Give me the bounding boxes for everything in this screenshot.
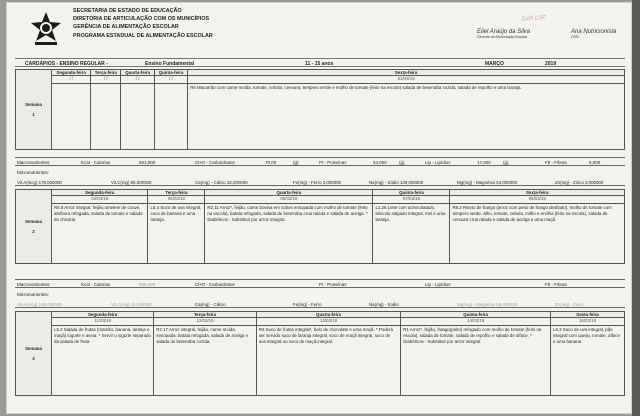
day-header: Sexta-feira bbox=[450, 190, 625, 196]
meal-cell: L1.26 Leite com achocolatado, biscoito salgado integral, mel e uma laranja. bbox=[373, 204, 450, 264]
day-header: Segunda-feira bbox=[52, 70, 91, 76]
day-date: / / bbox=[52, 76, 91, 84]
vit-c: Vit.C(mg) 43,000000 bbox=[111, 301, 152, 307]
signature-name: Ana Nutricionista bbox=[571, 29, 617, 35]
day-header: Segunda-feira bbox=[52, 190, 148, 196]
meal-cell bbox=[91, 84, 121, 150]
meal-cell: R2.11 Arroz*, feijão, carne bovina em cubos ensopada com molho de tomate (feito na escola), batata refogada, salada de beterraba crua ralada e salada de acelga. * Diabéticos - Substituir por arroz integral. bbox=[205, 204, 373, 264]
macronutrients-row bbox=[15, 157, 625, 166]
fib-label: Fb - Fibras bbox=[545, 282, 567, 287]
cho-value: 70,00 bbox=[265, 160, 277, 165]
meal-cell bbox=[52, 84, 91, 150]
day-header: Quarta-feira bbox=[205, 190, 373, 196]
vit-c: Vit.C(mg) 86,000000 bbox=[111, 179, 152, 185]
day-header: Quarta-feira bbox=[121, 70, 155, 76]
day-date: 08/03/19 bbox=[450, 196, 625, 204]
unit: (g) bbox=[399, 160, 405, 165]
kcal-label: Kcal - Calorias bbox=[81, 160, 111, 165]
day-header: Quinta-feira bbox=[401, 312, 551, 318]
document-header bbox=[15, 5, 625, 55]
meal-cell: R2.17 Arroz integral, feijão, carne moída ensopada, batata refogada, salada de acelga e salada de beterraba cozida. bbox=[154, 326, 257, 396]
header-line: PROGRAMA ESTADUAL DE ALIMENTAÇÃO ESCOLAR bbox=[73, 32, 213, 39]
ptn-label: Pt - Proteínas bbox=[319, 282, 347, 287]
page-edge-shadow bbox=[632, 0, 640, 416]
magnesium: Mg(mg) - Magnésio 54,000000 bbox=[457, 179, 518, 185]
meal-cell: R6.8 Arroz integral, feijão,omelete de couve, abóbora refogada, salada de tomate e salada de chicória bbox=[52, 204, 148, 264]
micronutrients-row bbox=[15, 300, 625, 308]
ptn-label: Pt - Proteínas bbox=[319, 160, 347, 165]
week-3-table bbox=[15, 311, 625, 396]
signature-name: Eliel Araújo da Silva bbox=[477, 29, 531, 35]
kcal-label: Kcal - Calorias bbox=[81, 282, 111, 287]
day-header: Segunda-feira bbox=[52, 312, 154, 318]
stamp: Sxh Lsc bbox=[520, 13, 547, 24]
week-1-table bbox=[15, 69, 625, 150]
education-level: Ensino Fundamental bbox=[145, 60, 195, 67]
day-date: 07/03/19 bbox=[373, 196, 450, 204]
menu-title-bar bbox=[15, 58, 625, 67]
calcium: Ca(mg) - Cálcio bbox=[195, 301, 226, 307]
fib-label: Fb - Fibras bbox=[545, 160, 567, 165]
signature-role: Gerente de Alimentação Escolar bbox=[477, 35, 528, 39]
day-date: 01/03/19 bbox=[188, 76, 625, 84]
week-label: Semana 3 bbox=[16, 312, 52, 396]
meal-cell: L5.4 Suco de uva integral, cuca de banana e uma laranja. bbox=[148, 204, 205, 264]
lip-label: Lip - Lipídios bbox=[425, 282, 451, 287]
unit: (g) bbox=[503, 160, 509, 165]
day-header: Quarta-feira bbox=[256, 312, 400, 318]
micronutrients-title: Micronutrientes: bbox=[17, 292, 50, 297]
week-label: Semana 1 bbox=[16, 70, 52, 150]
day-date: 11/03/19 bbox=[52, 318, 154, 326]
meal-cell bbox=[121, 84, 155, 150]
day-date: 13/03/19 bbox=[256, 318, 400, 326]
menu-title: CARDÁPIOS - ENSINO REGULAR - bbox=[25, 60, 108, 67]
day-header: Terça-feira bbox=[91, 70, 121, 76]
day-header: Quinta-feira bbox=[373, 190, 450, 196]
day-header: Sexta-feira bbox=[551, 312, 625, 318]
micronutrients-title: Micronutrientes: bbox=[17, 170, 50, 175]
header-line: GERÊNCIA DE ALIMENTAÇÃO ESCOLAR bbox=[73, 24, 179, 31]
age-range: 11 - 15 anos bbox=[305, 60, 334, 67]
meal-cell: R8.2 Risoto de frango (arroz com peito de frango desfiado), molho de tomate com tempero verde, alho, tomate, cebola, milho e ervilha (feito na escola), salada de cenoura crua ralada e salada de acelga e uma maçã. bbox=[450, 204, 625, 264]
meal-cell bbox=[154, 84, 187, 150]
vit-a: Vit.A(mcg) 188,000000 bbox=[17, 301, 62, 307]
unit: (g) bbox=[293, 160, 299, 165]
meal-cell: L5.2 Salada de frutas (mamão, banana, laranja e maçã) iogurte e aveia. * Servir o iogurte separado da salada de fruta bbox=[52, 326, 154, 396]
macro-label: Macronutrientes: bbox=[17, 282, 51, 287]
fib-value: 6,000 bbox=[589, 160, 601, 165]
ptn-value: 24,000 bbox=[373, 160, 387, 165]
magnesium: Mg(mg) - Magnésio 59,400000 bbox=[457, 301, 518, 307]
sodium: Na(mg) - Sódio bbox=[369, 301, 399, 307]
day-header: Terça-feira bbox=[148, 190, 205, 196]
header-line: DIRETORIA DE ARTICULAÇÃO COM OS MUNICÍPIOS bbox=[73, 16, 210, 23]
day-date: 12/03/19 bbox=[154, 318, 257, 326]
day-date: / / bbox=[91, 76, 121, 84]
cho-label: CHO - Carboidratos bbox=[195, 282, 235, 287]
macro-label: Macronutrientes: bbox=[17, 160, 51, 165]
day-header: Quinta-feira bbox=[154, 70, 187, 76]
year: 2019 bbox=[545, 60, 557, 67]
signature-nutritionist bbox=[571, 29, 616, 39]
meal-cell: R1 Arroz*, feijão, frango(peito) refogado com molho de tomate (feito na escola), salada de tomate, salada de repolho e salada de alface. * Diabéticos - Substituir por arroz integral bbox=[401, 326, 551, 396]
day-header: Terça-feira bbox=[154, 312, 257, 318]
lip-value: 17,000 bbox=[477, 160, 491, 165]
sodium: Na(mg) - Sódio 139,000000 bbox=[369, 179, 424, 185]
meal-cell: R6 Macarrão com carne moída, tomate, cebola, cenoura, tempero verde e molho de tomate (feito na escola) salada de beterraba cozida, salada de repolho e uma laranja. bbox=[188, 84, 625, 150]
kcal-value: 551,000 bbox=[139, 160, 156, 165]
day-date: 15/03/19 bbox=[551, 318, 625, 326]
day-date: / / bbox=[121, 76, 155, 84]
week-2-table bbox=[15, 189, 625, 264]
iron: Fe(mg) - Ferro bbox=[293, 301, 322, 307]
macronutrients-row bbox=[15, 279, 625, 288]
header-line: SECRETARIA DE ESTADO DE EDUCAÇÃO bbox=[73, 8, 182, 14]
state-crest-icon bbox=[29, 11, 63, 47]
vit-a: Vit.A(mcg) 179,000000 bbox=[17, 179, 62, 185]
day-date: 04/03/19 bbox=[52, 196, 148, 204]
week-label: Semana 2 bbox=[16, 190, 52, 264]
month: MARÇO bbox=[485, 60, 504, 67]
kcal-value: 585,000 bbox=[139, 282, 156, 287]
meal-cell: L5.3 Suco de uva integral, pão integral com queijo, tomate, alface e uma banana. bbox=[551, 326, 625, 396]
calcium: Ca(mg) - Cálcio 32,000000 bbox=[195, 179, 248, 185]
day-header: Sexta-feira bbox=[188, 70, 625, 76]
day-date: 05/03/19 bbox=[148, 196, 205, 204]
day-date: / / bbox=[154, 76, 187, 84]
iron: Fe(mg) - Ferro 3,000000 bbox=[293, 179, 342, 185]
day-date: 06/03/19 bbox=[205, 196, 373, 204]
day-date: 14/03/19 bbox=[401, 318, 551, 326]
lip-label: Lip - Lipídios bbox=[425, 160, 451, 165]
zinc: Zn(mg) - Zinco 3,000000 bbox=[555, 179, 604, 185]
signature-role: CRN bbox=[571, 35, 579, 39]
menu-document-sheet bbox=[6, 2, 632, 414]
meal-cell: R6 Suco de frutas integral*, bolo de chocolate e uma maçã. * Poderá ser servido suco de laranja integral, suco de maçã integral, suco de uva integral ou suco de maçã integral. bbox=[256, 326, 400, 396]
cho-label: CHO - Carboidratos bbox=[195, 160, 235, 165]
zinc: Zn(mg) - Zinco bbox=[555, 301, 584, 307]
micronutrients-row bbox=[15, 178, 625, 186]
header-lines bbox=[73, 7, 213, 40]
signature-manager bbox=[477, 29, 530, 39]
